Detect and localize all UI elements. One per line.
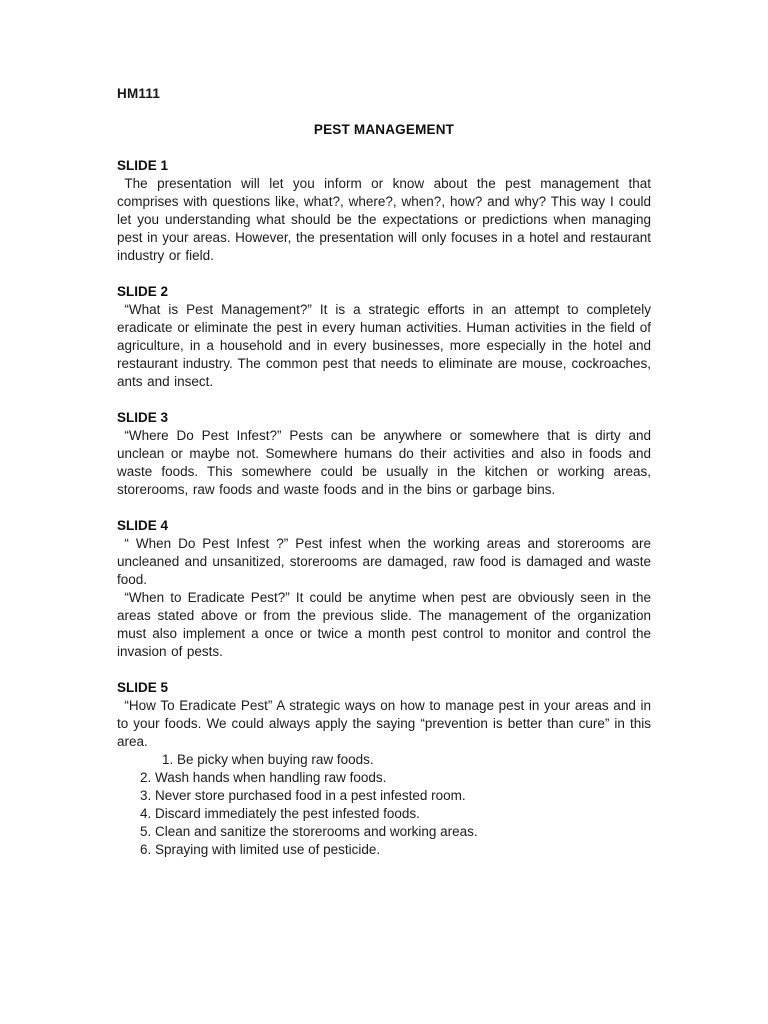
slide-5-heading: SLIDE 5 [117, 680, 169, 695]
section-slide-5 [117, 679, 651, 859]
slide-1-heading: SLIDE 1 [117, 158, 169, 173]
slide-4-paragraph-2: “When to Eradicate Pest?” It could be anytime when pest are obviously seen in the areas stated above or from the previous slide. The management of the organization must also implement a once or twice a month pest control to monitor and control the invasion of pests. [117, 590, 651, 659]
slide-4-paragraph-1: “ When Do Pest Infest ?” Pest infest when the working areas and storerooms are uncleaned and unsanitized, storerooms are damaged, raw food is damaged and waste food. [117, 536, 651, 587]
slide-5-step-list [117, 751, 651, 859]
slide-4-heading: SLIDE 4 [117, 518, 169, 533]
course-code: HM111 [117, 86, 161, 101]
section-slide-1 [117, 157, 651, 265]
slide-3-heading: SLIDE 3 [117, 410, 169, 425]
slide-3-paragraph: “Where Do Pest Infest?” Pests can be anywhere or somewhere that is dirty and unclean or maybe not. Somewhere humans do their activities and also in foods and waste foods. This somewhere could be usually in the kitchen or working areas, storerooms, raw foods and waste foods and in the bins or garbage bins. [117, 428, 651, 497]
step-item-2: 2. Wash hands when handling raw foods. [140, 770, 387, 785]
document-title: PEST MANAGEMENT [313, 122, 455, 137]
slide-5-paragraph: “How To Eradicate Pest” A strategic ways on how to manage pest in your areas and in to your foods. We could always apply the saying “prevention is better than cure” in this area. [117, 698, 651, 749]
step-item-5: 5. Clean and sanitize the storerooms and working areas. [140, 824, 478, 839]
slide-1-paragraph: The presentation will let you inform or know about the pest management that comprises with questions like, what?, where?, when?, how? and why? This way I could let you understanding what should be the expectations or predictions when managing pest in your areas. However, the presentation will only focuses in a hotel and restaurant industry or field. [117, 176, 651, 263]
step-item-4: 4. Discard immediately the pest infested foods. [140, 806, 420, 821]
slide-2-heading: SLIDE 2 [117, 284, 169, 299]
step-item-6: 6. Spraying with limited use of pesticide. [140, 842, 381, 857]
step-item-1: 1. Be picky when buying raw foods. [162, 752, 374, 767]
slide-2-paragraph: “What is Pest Management?” It is a strategic efforts in an attempt to completely eradicate or eliminate the pest in every human activities. Human activities in the field of agriculture, in a household and in every businesses, more especially in the hotel and restaurant industry. The common pest that needs to eliminate are mouse, cockroaches, ants and insect. [117, 302, 651, 389]
section-slide-3 [117, 409, 651, 499]
step-item-3: 3. Never store purchased food in a pest infested room. [140, 788, 466, 803]
section-slide-4 [117, 517, 651, 661]
section-slide-2 [117, 283, 651, 391]
